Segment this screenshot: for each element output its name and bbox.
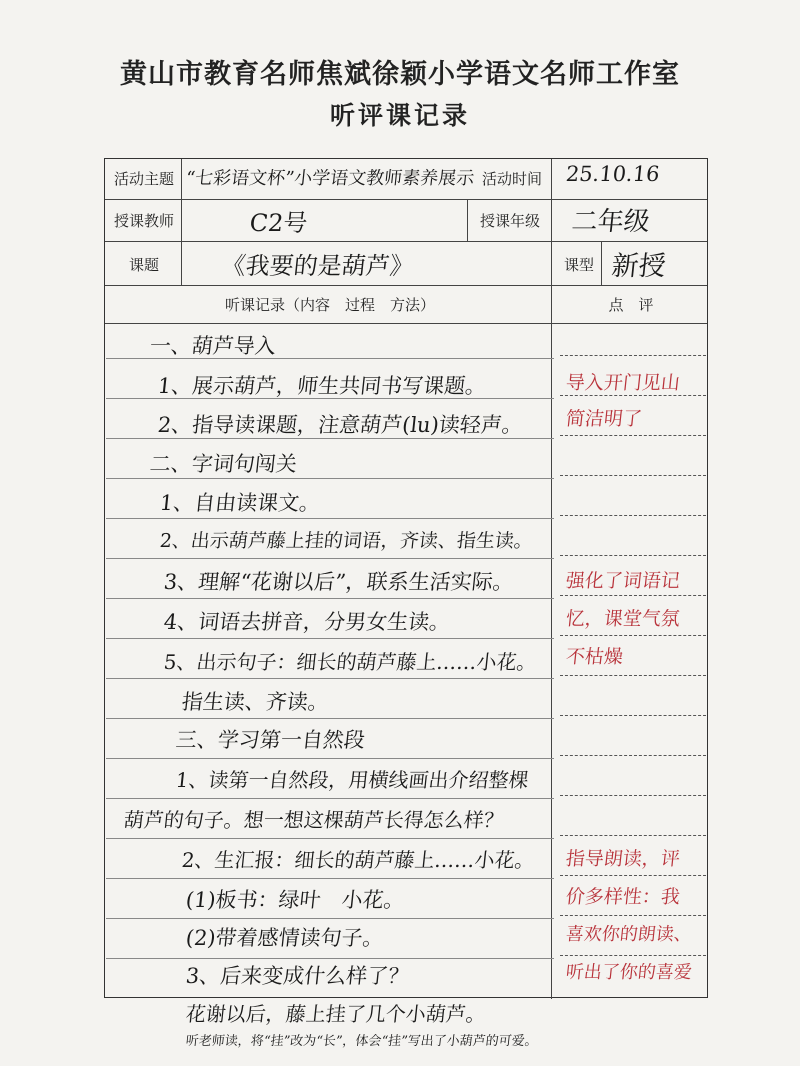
record-line: 二、字词句闯关 bbox=[148, 452, 299, 476]
comment-dash-line bbox=[560, 715, 706, 716]
comment-note: 强化了词语记 bbox=[564, 570, 682, 592]
comment-dash-line bbox=[560, 675, 706, 676]
topic-value: 《我要的是葫芦》 bbox=[220, 252, 416, 280]
comment-dash-line bbox=[560, 635, 706, 636]
comment-dash-line bbox=[560, 475, 706, 476]
ruled-line bbox=[106, 918, 554, 919]
comment-dash-line bbox=[560, 795, 706, 796]
grade-label: 授课年级 bbox=[479, 212, 540, 230]
time-value: 25.10.16 bbox=[564, 162, 661, 186]
ruled-line bbox=[106, 758, 554, 759]
comment-note: 指导朗读，评 bbox=[564, 848, 682, 870]
comment-note: 喜欢你的朗读、 bbox=[564, 924, 693, 945]
record-line: 5、出示句子：细长的葫芦藤上……小花。 bbox=[162, 650, 538, 674]
record-line: 花谢以后，藤上挂了几个小葫芦。 bbox=[184, 1002, 488, 1026]
comment-note: 导入开门见山 bbox=[564, 372, 682, 394]
record-line: 1、自由读课文。 bbox=[158, 491, 322, 515]
ruled-line bbox=[106, 638, 554, 639]
teacher-value: C2号 bbox=[248, 209, 309, 237]
comment-note: 听出了你的喜爱 bbox=[564, 962, 693, 983]
comment-dash-line bbox=[560, 515, 706, 516]
theme-value: “七彩语文杯”小学语文教师素养展示 bbox=[184, 168, 476, 189]
page-title: 黄山市教育名师焦斌徐颖小学语文名师工作室 bbox=[120, 59, 680, 90]
ruled-line bbox=[106, 518, 554, 519]
comment-dash-line bbox=[560, 595, 706, 596]
ruled-line bbox=[106, 838, 554, 839]
type-label: 课型 bbox=[563, 256, 594, 274]
comment-dash-line bbox=[560, 955, 706, 956]
comment-dash-line bbox=[560, 395, 706, 396]
comment-dash-line bbox=[560, 835, 706, 836]
record-header: 听课记录（内容 过程 方法） bbox=[224, 296, 435, 314]
row-divider bbox=[105, 323, 707, 324]
theme-label: 活动主题 bbox=[113, 170, 174, 188]
record-line: 3、后来变成什么样了？ bbox=[184, 964, 411, 988]
ruled-line bbox=[106, 598, 554, 599]
ruled-line bbox=[106, 718, 554, 719]
ruled-line bbox=[106, 798, 554, 799]
record-line: 2、指导读课题，注意葫芦(lu)读轻声。 bbox=[156, 413, 525, 437]
comment-dash-line bbox=[560, 435, 706, 436]
record-line: 4、词语去拼音，分男女生读。 bbox=[162, 610, 452, 634]
topic-label: 课题 bbox=[128, 256, 159, 274]
grade-value: 二年级 bbox=[570, 207, 652, 237]
record-line: 2、生汇报：细长的葫芦藤上……小花。 bbox=[180, 848, 536, 872]
ruled-line bbox=[106, 878, 554, 879]
ruled-line bbox=[106, 678, 554, 679]
teacher-label: 授课教师 bbox=[113, 212, 174, 230]
record-line: 听老师读，将“挂”改为“长”，体会“挂”写出了小葫芦的可爱。 bbox=[185, 1034, 539, 1049]
type-value: 新授 bbox=[610, 251, 668, 282]
row-divider bbox=[105, 285, 707, 286]
page-subtitle: 听评课记录 bbox=[329, 101, 470, 130]
comment-dash-line bbox=[560, 555, 706, 556]
column-divider bbox=[551, 241, 552, 999]
ruled-line bbox=[106, 558, 554, 559]
comment-dash-line bbox=[560, 915, 706, 916]
ruled-line bbox=[106, 958, 554, 959]
comment-header: 点 评 bbox=[608, 296, 654, 314]
comment-note: 价多样性：我 bbox=[564, 886, 682, 908]
record-line: 3、理解“花谢以后”，联系生活实际。 bbox=[162, 570, 515, 594]
comment-dash-line bbox=[560, 355, 706, 356]
comment-note: 忆，课堂气氛 bbox=[564, 608, 682, 630]
record-line: (1)板书：绿叶 小花。 bbox=[184, 888, 406, 912]
record-line: 1、读第一自然段，用横线画出介绍整棵 bbox=[174, 768, 530, 792]
record-line: 指生读、齐读。 bbox=[180, 690, 331, 714]
time-label: 活动时间 bbox=[481, 170, 542, 188]
record-line: (2)带着感情读句子。 bbox=[184, 926, 385, 950]
record-line: 葫芦的句子。想一想这棵葫芦长得怎么样？ bbox=[122, 808, 506, 832]
record-line: 三、学习第一自然段 bbox=[174, 728, 367, 752]
comment-note: 不枯燥 bbox=[564, 646, 625, 668]
comment-note: 简洁明了 bbox=[564, 408, 644, 430]
row-divider bbox=[105, 241, 707, 242]
row-divider bbox=[105, 199, 707, 200]
record-line: 2、出示葫芦藤上挂的词语，齐读、指生读。 bbox=[158, 530, 535, 552]
comment-dash-line bbox=[560, 875, 706, 876]
comment-dash-line bbox=[560, 755, 706, 756]
record-line: 一、葫芦导入 bbox=[148, 334, 278, 358]
ruled-line bbox=[106, 478, 554, 479]
record-line: 1、展示葫芦，师生共同书写课题。 bbox=[156, 374, 488, 398]
